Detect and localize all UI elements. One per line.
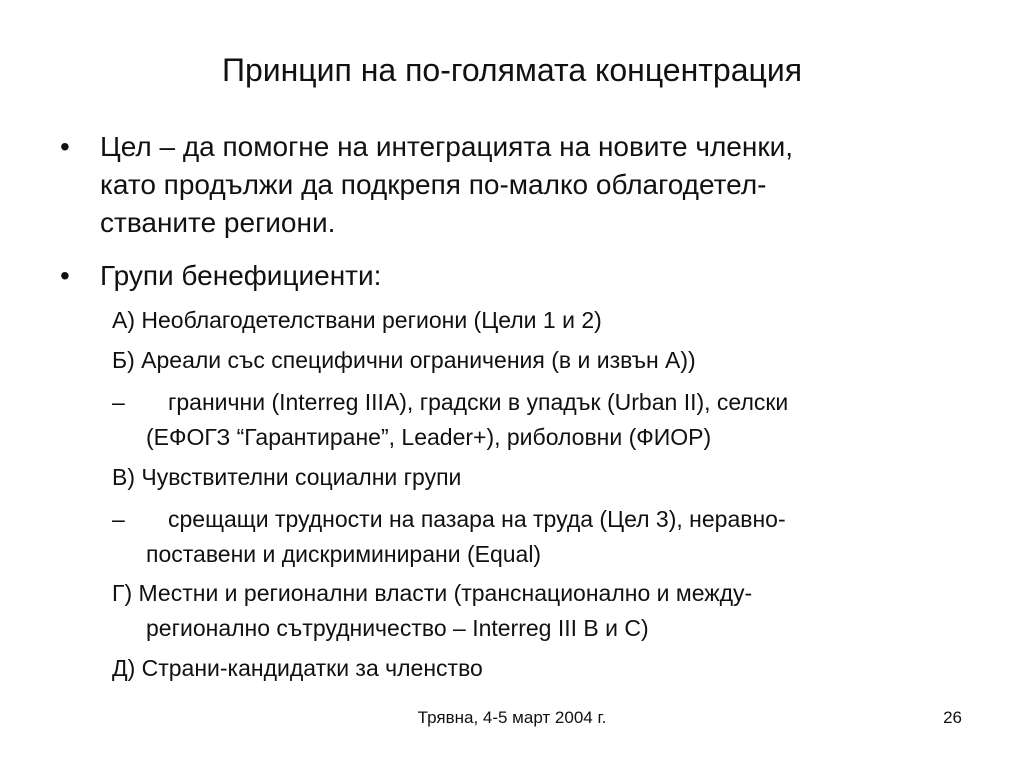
item-c-sub-line-2: поставени и дискриминирани (Equal) [146, 541, 542, 567]
item-b-sub-line-2: (ЕФОГЗ “Гарантиране”, Leader+), риболовни (ФИОР) [146, 424, 712, 450]
dash-icon: – [112, 389, 125, 415]
slide-title: Принцип на по-голямата концентрация [221, 52, 803, 88]
footer-location-date: Трявна, 4-5 март 2004 г. [417, 708, 607, 727]
bullet-icon: • [60, 131, 70, 162]
item-b-sub [112, 385, 976, 455]
page-number: 26 [943, 708, 962, 727]
item-a: А) Необлагодетелствани региони (Цели 1 и 2) [112, 307, 602, 333]
item-e: Д) Страни-кандидатки за членство [112, 655, 483, 681]
bullet-goal-line-2: като продължи да подкрепя по-малко облагодетел- [100, 169, 767, 200]
item-c: В) Чувствителни социални групи [112, 464, 462, 490]
bullet-beneficiaries [60, 257, 970, 295]
item-d-line-2: регионално сътрудничество – Interreg III B и C) [146, 615, 649, 641]
item-c-sub [112, 502, 976, 572]
bullet-goal [60, 128, 970, 242]
item-c-sub-line-1: срещащи трудности на пазара на труда (Цел 3), неравно- [168, 506, 786, 532]
item-b: Б) Ареали със специфични ограничения (в и извън А)) [112, 347, 696, 373]
item-d [112, 576, 976, 646]
item-d-line-1: Г) Местни и регионални власти (транснационално и между- [112, 580, 753, 606]
dash-icon: – [112, 506, 125, 532]
bullet-goal-line-3: стваните региони. [100, 207, 336, 238]
bullet-beneficiaries-text: Групи бенефициенти: [100, 260, 382, 291]
bullet-goal-line-1: Цел – да помогне на интеграцията на новите членки, [100, 131, 794, 162]
bullet-icon: • [60, 260, 70, 291]
item-b-sub-line-1: гранични (Interreg IIIA), градски в упадък (Urban II), селски [168, 389, 789, 415]
